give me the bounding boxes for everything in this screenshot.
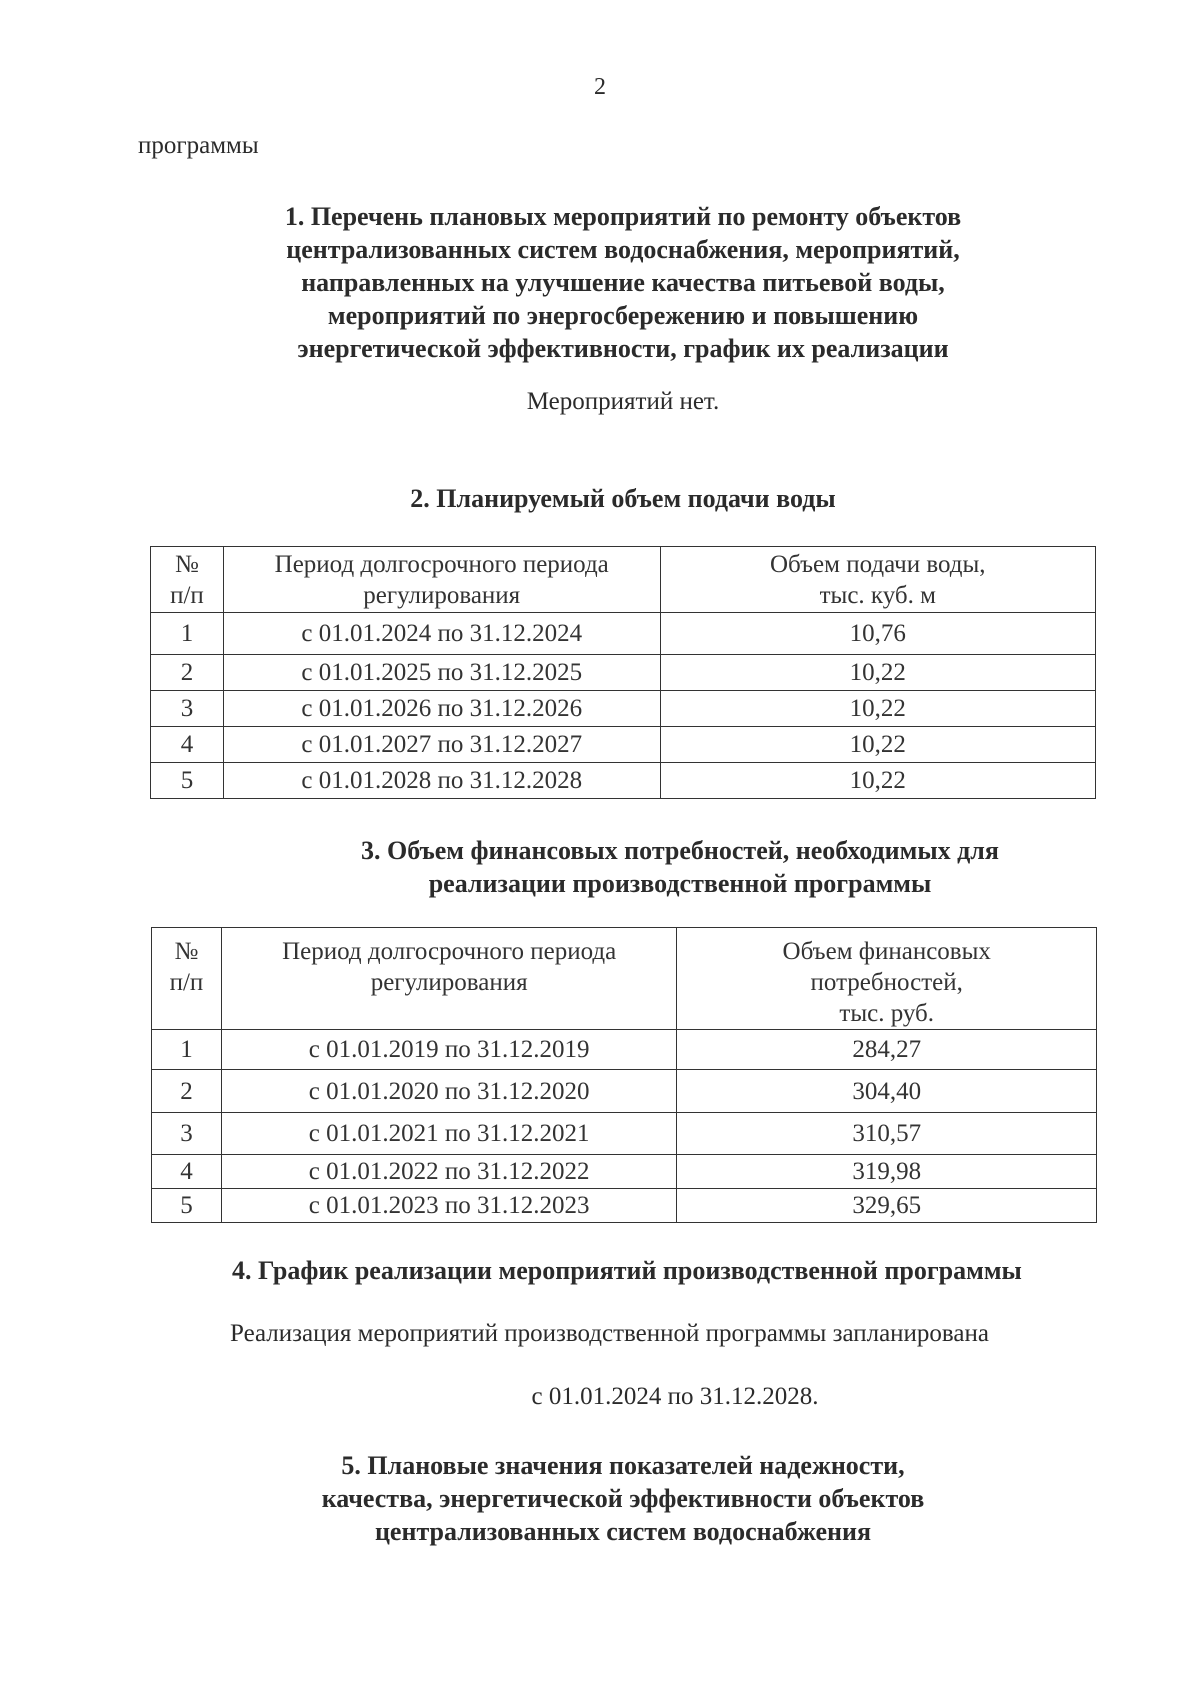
cell-value: 284,27	[677, 1030, 1097, 1070]
header-water-volume: Объем подачи воды, тыс. куб. м	[660, 547, 1095, 613]
header-period: Период долгосрочного периода регулирования	[223, 547, 660, 613]
financial-needs-table	[151, 927, 1097, 1223]
cell-period: с 01.01.2022 по 31.12.2022	[221, 1155, 677, 1189]
section-1-heading: 1. Перечень плановых мероприятий по ремонту объектов централизованных систем водоснабжения, мероприятий, направленных на улучшение качества питьевой воды, мероприятий по энергосбережению и повышению энергетической эффективности, график их реализации	[284, 202, 962, 363]
cell-period: с 01.01.2024 по 31.12.2024	[223, 613, 660, 655]
cell-number: 4	[152, 1155, 222, 1189]
header-period: Период долгосрочного периода регулирования	[221, 928, 677, 1030]
cell-number: 1	[152, 1030, 222, 1070]
section-4-body-line-1: Реализация мероприятий производственной программы запланирована	[230, 1320, 989, 1347]
cell-period: с 01.01.2021 по 31.12.2021	[221, 1113, 677, 1155]
table-row	[152, 1070, 1097, 1113]
cell-value: 10,22	[660, 763, 1095, 799]
cell-value: 10,22	[660, 727, 1095, 763]
cell-period: с 01.01.2023 по 31.12.2023	[221, 1189, 677, 1223]
cell-value: 329,65	[677, 1189, 1097, 1223]
cell-number: 2	[152, 1070, 222, 1113]
header-financial-volume: Объем финансовых потребностей, тыс. руб.	[677, 928, 1097, 1030]
section-1-body: Мероприятий нет.	[526, 388, 720, 415]
cell-number: 3	[152, 1113, 222, 1155]
section-2-heading: 2. Планируемый объем подачи воды	[410, 484, 836, 513]
table-header-row	[152, 928, 1097, 1030]
page-number: 2	[594, 74, 606, 100]
table-row	[151, 655, 1096, 691]
cell-value: 304,40	[677, 1070, 1097, 1113]
cell-value: 10,76	[660, 613, 1095, 655]
header-number: № п/п	[152, 928, 222, 1030]
cell-period: с 01.01.2020 по 31.12.2020	[221, 1070, 677, 1113]
cell-number: 5	[152, 1189, 222, 1223]
table-row	[151, 691, 1096, 727]
cell-period: с 01.01.2027 по 31.12.2027	[223, 727, 660, 763]
cell-number: 3	[151, 691, 224, 727]
cell-number: 5	[151, 763, 224, 799]
cell-period: с 01.01.2026 по 31.12.2026	[223, 691, 660, 727]
cell-value: 10,22	[660, 691, 1095, 727]
table-header-row	[151, 547, 1096, 613]
cell-period: с 01.01.2025 по 31.12.2025	[223, 655, 660, 691]
table-row	[152, 1030, 1097, 1070]
continuation-text: программы	[138, 132, 259, 159]
table-row	[152, 1155, 1097, 1189]
section-4-heading: 4. График реализации мероприятий производственной программы	[232, 1256, 1022, 1285]
section-5-heading: 5. Плановые значения показателей надежности, качества, энергетической эффективности объектов централизованных систем водоснабжения	[321, 1451, 925, 1546]
section-3-heading: 3. Объем финансовых потребностей, необходимых для реализации производственной программы	[361, 836, 999, 898]
cell-value: 310,57	[677, 1113, 1097, 1155]
table-row	[152, 1113, 1097, 1155]
water-supply-table	[150, 546, 1096, 799]
cell-value: 10,22	[660, 655, 1095, 691]
cell-number: 4	[151, 727, 224, 763]
table-row	[151, 727, 1096, 763]
cell-number: 2	[151, 655, 224, 691]
cell-value: 319,98	[677, 1155, 1097, 1189]
table-row	[152, 1189, 1097, 1223]
cell-number: 1	[151, 613, 224, 655]
table-row	[151, 763, 1096, 799]
table-row	[151, 613, 1096, 655]
cell-period: с 01.01.2028 по 31.12.2028	[223, 763, 660, 799]
section-4-body-line-2: с 01.01.2024 по 31.12.2028.	[531, 1383, 819, 1410]
cell-period: с 01.01.2019 по 31.12.2019	[221, 1030, 677, 1070]
header-number: № п/п	[151, 547, 224, 613]
